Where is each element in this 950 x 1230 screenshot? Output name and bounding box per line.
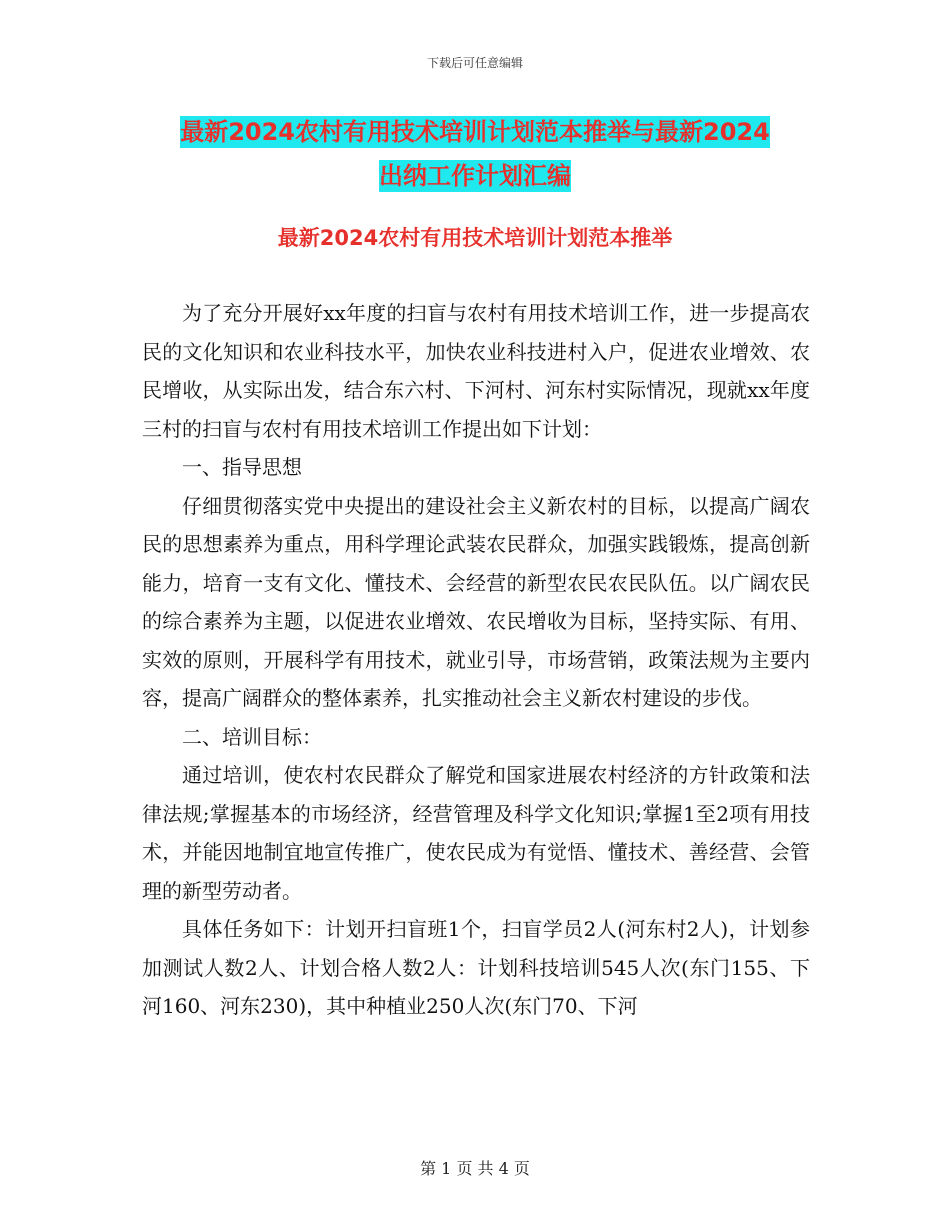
document-title: [80, 110, 870, 198]
paragraph-guiding-ideology: 仔细贯彻落实党中央提出的建设社会主义新农村的目标，以提高广阔农民的思想素养为重点，用科学理论武装农民群众，加强实践锻炼，提高创新能力，培育一支有文化、懂技术、会经营的新型农民农民队伍。以广阔农民的综合素养为主题，以促进农业增效、农民增收为目标，坚持实际、有用、实效的原则，开展科学有用技术，就业引导，市场营销，政策法规为主要内容，提高广阔群众的整体素养，扎实推动社会主义新农村建设的步伐。: [142, 493, 810, 710]
paragraph-intro: 为了充分开展好xx年度的扫盲与农村有用技术培训工作，进一步提高农民的文化知识和农业科技水平，加快农业科技进村入户，促进农业增效、农民增收，从实际出发，结合东六村、下河村、河东村实际情况，现就xx年度三村的扫盲与农村有用技术培训工作提出如下计划：: [142, 301, 810, 441]
document-body: [142, 294, 810, 1026]
heading-guiding-ideology: 一、指导思想: [182, 455, 302, 479]
heading-training-goals: 二、培训目标：: [182, 724, 322, 749]
header-note: 下载后可任意编辑: [426, 56, 523, 70]
document-title-line-1: 最新2024农村有用技术培训计划范本推举与最新2024: [180, 118, 770, 146]
paragraph-specific-tasks: 具体任务如下：计划开扫盲班1个，扫盲学员2人(河东村2人)，计划参加测试人数2人、计划合格人数2人：计划科技培训545人次(东门155、下河160、河东230)，其中种植业250人次(东门70、下河: [142, 917, 810, 1018]
paragraph-training-goals: 通过培训，使农村农民群众了解党和国家进展农村经济的方针政策和法律法规;掌握基本的市场经济，经营管理及科学文化知识;掌握1至2项有用技术，并能因地制宜地宣传推广，使农民成为有觉悟、懂技术、善经营、会管理的新型劳动者。: [142, 763, 810, 903]
document-title-line-2: 出纳工作计划汇编: [379, 162, 571, 190]
section-title: 最新2024农村有用技术培训计划范本推举: [277, 226, 673, 250]
page-number: 第 1 页 共 4 页: [420, 1159, 530, 1178]
